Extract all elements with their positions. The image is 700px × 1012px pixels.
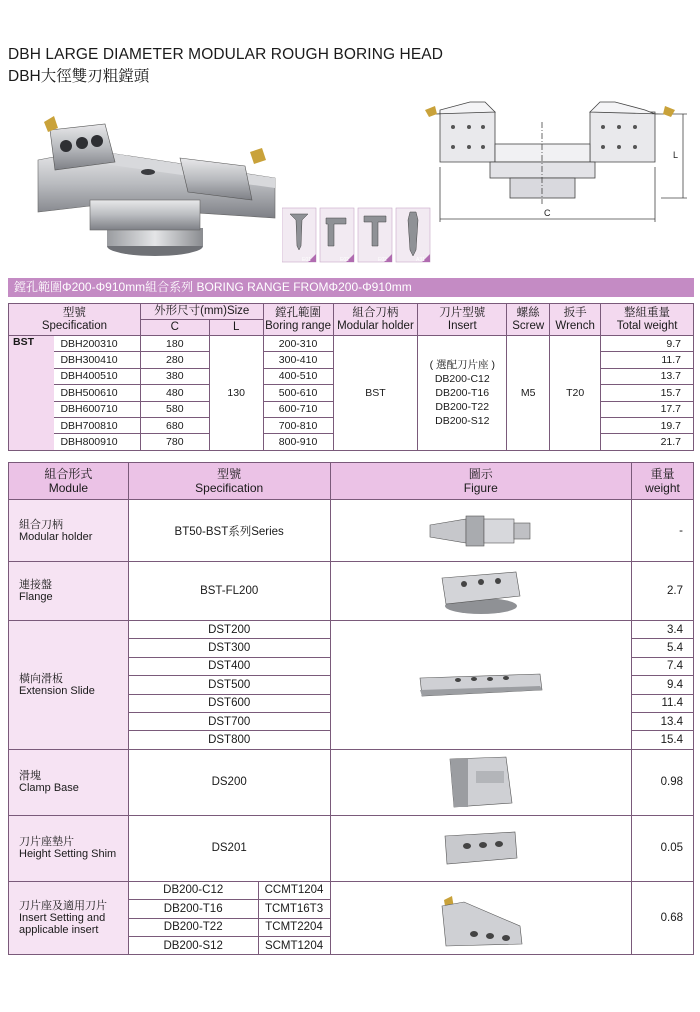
slide-weight: 7.4 bbox=[632, 657, 694, 675]
c-cell: 780 bbox=[140, 434, 209, 450]
module-row-flange bbox=[9, 562, 694, 621]
extension-slide-icon bbox=[416, 668, 546, 702]
slide-spec: DST200 bbox=[128, 621, 330, 639]
specification-table bbox=[8, 303, 694, 451]
page-title-en: DBH LARGE DIAMETER MODULAR ROUGH BORING HEAD bbox=[8, 46, 444, 63]
c-cell: 480 bbox=[140, 385, 209, 401]
range-cell: 300-410 bbox=[263, 352, 333, 368]
weight-cell: 19.7 bbox=[601, 417, 694, 433]
insert-spec: CCMT1204 bbox=[258, 881, 330, 899]
slide-weight: 9.4 bbox=[632, 676, 694, 694]
module-label: 滑塊 Clamp Base bbox=[9, 749, 129, 815]
flange-figure bbox=[330, 562, 632, 621]
shim-figure bbox=[330, 815, 632, 881]
accessory-code-e02-b: E02 bbox=[378, 257, 387, 263]
model-cell: DBH700810 bbox=[54, 417, 140, 433]
boring-range-banner: 鏜孔範圍Φ200-Φ910mm組合系列 BORING RANGE FROMΦ200-Φ910mm bbox=[8, 278, 694, 297]
dimension-l-label: L bbox=[673, 150, 679, 160]
insert-spec: TCMT16T3 bbox=[258, 900, 330, 918]
seat-spec: DB200-T16 bbox=[128, 900, 258, 918]
module-row-clamp bbox=[9, 749, 694, 815]
slide-weight: 11.4 bbox=[632, 694, 694, 712]
seat-spec: DB200-T22 bbox=[128, 918, 258, 936]
model-cell: DBH500610 bbox=[54, 385, 140, 401]
module-weight: 0.98 bbox=[632, 749, 694, 815]
dimension-c-label: C bbox=[544, 208, 551, 218]
header-screw: 螺絲 Screw bbox=[507, 304, 550, 336]
module-row-slide bbox=[9, 621, 694, 639]
module-weight: 2.7 bbox=[632, 562, 694, 621]
module-label: 刀片座及適用刀片 Insert Setting and applicable insert bbox=[9, 881, 129, 955]
technical-drawing bbox=[425, 92, 695, 232]
header-size: 外形尺寸(mm)Size bbox=[140, 304, 263, 320]
header-figure: 圖示 Figure bbox=[330, 463, 632, 500]
accessory-tools bbox=[282, 206, 432, 264]
header-weight: 重量 weight bbox=[632, 463, 694, 500]
module-weight: 0.68 bbox=[632, 881, 694, 955]
weight-cell: 11.7 bbox=[601, 352, 694, 368]
insert-setting-figure bbox=[330, 881, 632, 955]
c-cell: 280 bbox=[140, 352, 209, 368]
range-cell: 200-310 bbox=[263, 336, 333, 352]
flange-icon bbox=[436, 566, 526, 616]
weight-cell: 15.7 bbox=[601, 385, 694, 401]
accessory-code-e01: E01 bbox=[302, 257, 311, 263]
header-spec: 型號 Specification bbox=[9, 304, 141, 336]
slide-spec: DST700 bbox=[128, 712, 330, 730]
slide-weight: 15.4 bbox=[632, 731, 694, 749]
module-row-insert bbox=[9, 881, 694, 899]
wrench-value: T20 bbox=[550, 336, 601, 451]
l-value: 130 bbox=[209, 336, 263, 451]
range-cell: 800-910 bbox=[263, 434, 333, 450]
c-cell: 580 bbox=[140, 401, 209, 417]
c-cell: 180 bbox=[140, 336, 209, 352]
module-label: 連接盤 Flange bbox=[9, 562, 129, 621]
c-cell: 680 bbox=[140, 417, 209, 433]
header-total-weight: 整組重量 Total weight bbox=[601, 304, 694, 336]
weight-cell: 13.7 bbox=[601, 368, 694, 384]
module-label: 刀片座墊片 Height Setting Shim bbox=[9, 815, 129, 881]
module-weight: 0.05 bbox=[632, 815, 694, 881]
range-cell: 400-510 bbox=[263, 368, 333, 384]
accessory-code-a31: A31 bbox=[416, 257, 425, 263]
insert-options: ( 選配刀片座 ) DB200-C12 DB200-T16 DB200-T22 DB200-S12 bbox=[418, 336, 507, 451]
tool-holder-icon bbox=[426, 511, 536, 551]
header-boring-range: 鏜孔範圍 Boring range bbox=[263, 304, 333, 336]
module-row-holder bbox=[9, 500, 694, 562]
table-row bbox=[9, 336, 694, 352]
header-modular-holder: 組合刀柄 Modular holder bbox=[333, 304, 418, 336]
c-cell: 380 bbox=[140, 368, 209, 384]
header-insert: 刀片型號 Insert bbox=[418, 304, 507, 336]
module-spec: BST-FL200 bbox=[128, 562, 330, 621]
seat-spec: DB200-S12 bbox=[128, 936, 258, 954]
model-cell: DBH200310 bbox=[54, 336, 140, 352]
model-cell: DBH400510 bbox=[54, 368, 140, 384]
slide-spec: DST400 bbox=[128, 657, 330, 675]
module-label: 組合刀柄 Modular holder bbox=[9, 500, 129, 562]
slide-weight: 5.4 bbox=[632, 639, 694, 657]
range-cell: 700-810 bbox=[263, 417, 333, 433]
range-cell: 500-610 bbox=[263, 385, 333, 401]
module-table bbox=[8, 462, 694, 955]
header-l: L bbox=[209, 320, 263, 336]
clamp-base-icon bbox=[446, 753, 516, 811]
model-cell: DBH300410 bbox=[54, 352, 140, 368]
insert-spec: SCMT1204 bbox=[258, 936, 330, 954]
shim-icon bbox=[441, 828, 521, 868]
slide-spec: DST600 bbox=[128, 694, 330, 712]
accessory-icons bbox=[282, 206, 432, 264]
boring-head-photo bbox=[30, 100, 280, 260]
header-specification: 型號 Specification bbox=[128, 463, 330, 500]
clamp-figure bbox=[330, 749, 632, 815]
header-module: 組合形式 Module bbox=[9, 463, 129, 500]
weight-cell: 21.7 bbox=[601, 434, 694, 450]
slide-spec: DST800 bbox=[128, 731, 330, 749]
module-spec: DS201 bbox=[128, 815, 330, 881]
series-label: BST bbox=[9, 336, 55, 451]
accessory-code-e02-a: E02 bbox=[340, 257, 349, 263]
range-cell: 600-710 bbox=[263, 401, 333, 417]
insert-setting-icon bbox=[436, 886, 526, 950]
header-wrench: 扳手 Wrench bbox=[550, 304, 601, 336]
holder-figure bbox=[330, 500, 632, 562]
module-spec: DS200 bbox=[128, 749, 330, 815]
slide-spec: DST300 bbox=[128, 639, 330, 657]
module-row-shim bbox=[9, 815, 694, 881]
slide-weight: 3.4 bbox=[632, 621, 694, 639]
page-title-zh: DBH大徑雙刃粗鏜頭 bbox=[8, 68, 150, 85]
weight-cell: 9.7 bbox=[601, 336, 694, 352]
weight-cell: 17.7 bbox=[601, 401, 694, 417]
holder-value: BST bbox=[333, 336, 418, 451]
model-cell: DBH800910 bbox=[54, 434, 140, 450]
slide-spec: DST500 bbox=[128, 676, 330, 694]
module-label: 橫向滑板 Extension Slide bbox=[9, 621, 129, 750]
module-weight: - bbox=[632, 500, 694, 562]
header-c: C bbox=[140, 320, 209, 336]
model-cell: DBH600710 bbox=[54, 401, 140, 417]
seat-spec: DB200-C12 bbox=[128, 881, 258, 899]
screw-value: M5 bbox=[507, 336, 550, 451]
insert-spec: TCMT2204 bbox=[258, 918, 330, 936]
module-spec: BT50-BST系列Series bbox=[128, 500, 330, 562]
slide-figure bbox=[330, 621, 632, 750]
slide-weight: 13.4 bbox=[632, 712, 694, 730]
